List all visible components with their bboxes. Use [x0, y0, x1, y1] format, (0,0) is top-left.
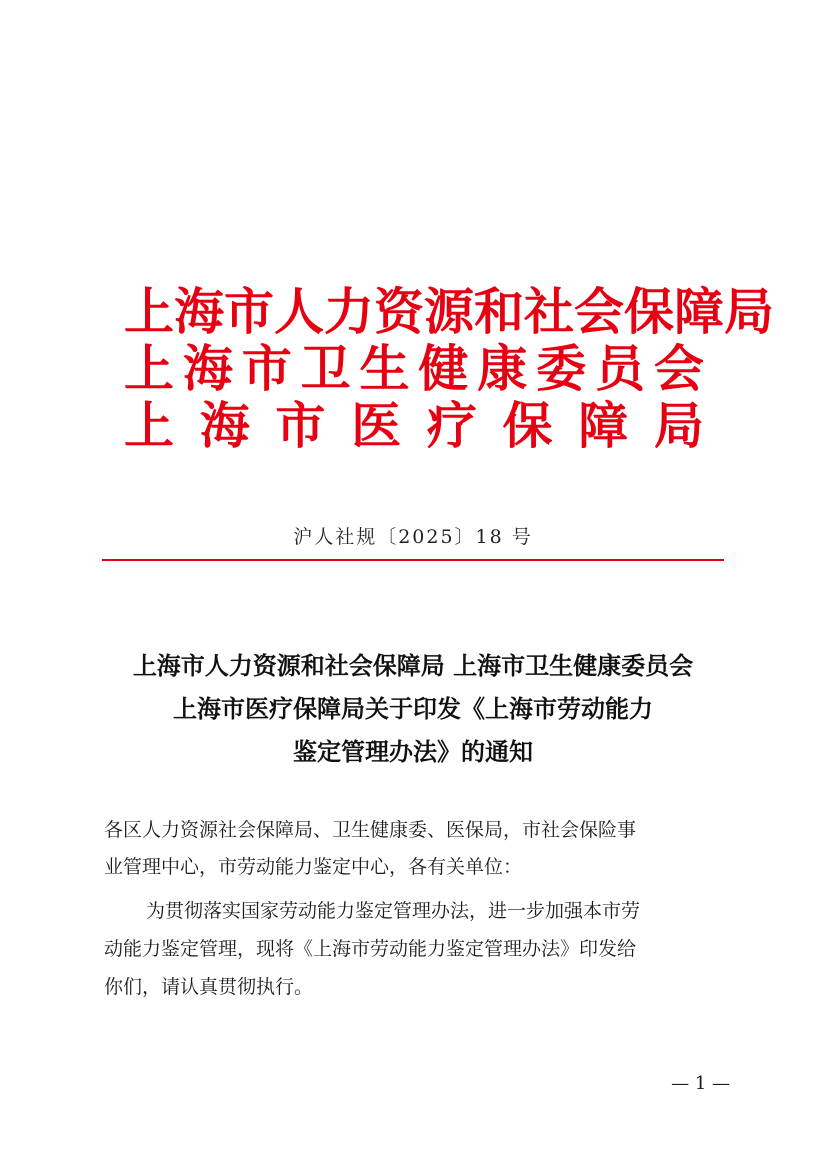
notice-title-line-1: 上海市人力资源和社会保障局 上海市卫生健康委员会 [132, 651, 694, 680]
paragraph-line-3: 你们，请认真贯彻执行。 [104, 976, 314, 998]
document-number: 沪人社规〔2025〕18 号 [293, 526, 533, 548]
red-divider [102, 559, 724, 561]
notice-title-line-2: 上海市医疗保障局关于印发《上海市劳动能力 [173, 694, 653, 723]
agency-name-hrss: 上 海 市 人 力 资 源 和 社 会 保 障 局 [124, 282, 774, 341]
agency-name-medical-security: 上 海 市 医 疗 保 障 局 [124, 396, 704, 455]
paragraph-line-1: 为贯彻落实国家劳动能力鉴定管理办法，进一步加强本市劳 [146, 900, 641, 922]
recipients-line-1: 各区人力资源社会保障局、卫生健康委、医保局，市社会保险事 [104, 819, 637, 841]
paragraph-line-2: 动能力鉴定管理，现将《上海市劳动能力鉴定管理办法》印发给 [104, 938, 637, 960]
recipients-line-2: 业管理中心，市劳动能力鉴定中心，各有关单位： [104, 856, 523, 878]
notice-title-line-3: 鉴定管理办法》的通知 [293, 737, 533, 766]
agency-name-health-commission: 上 海 市 卫 生 健 康 委 员 会 [124, 339, 704, 398]
page-number: — 1 — [671, 1073, 730, 1094]
